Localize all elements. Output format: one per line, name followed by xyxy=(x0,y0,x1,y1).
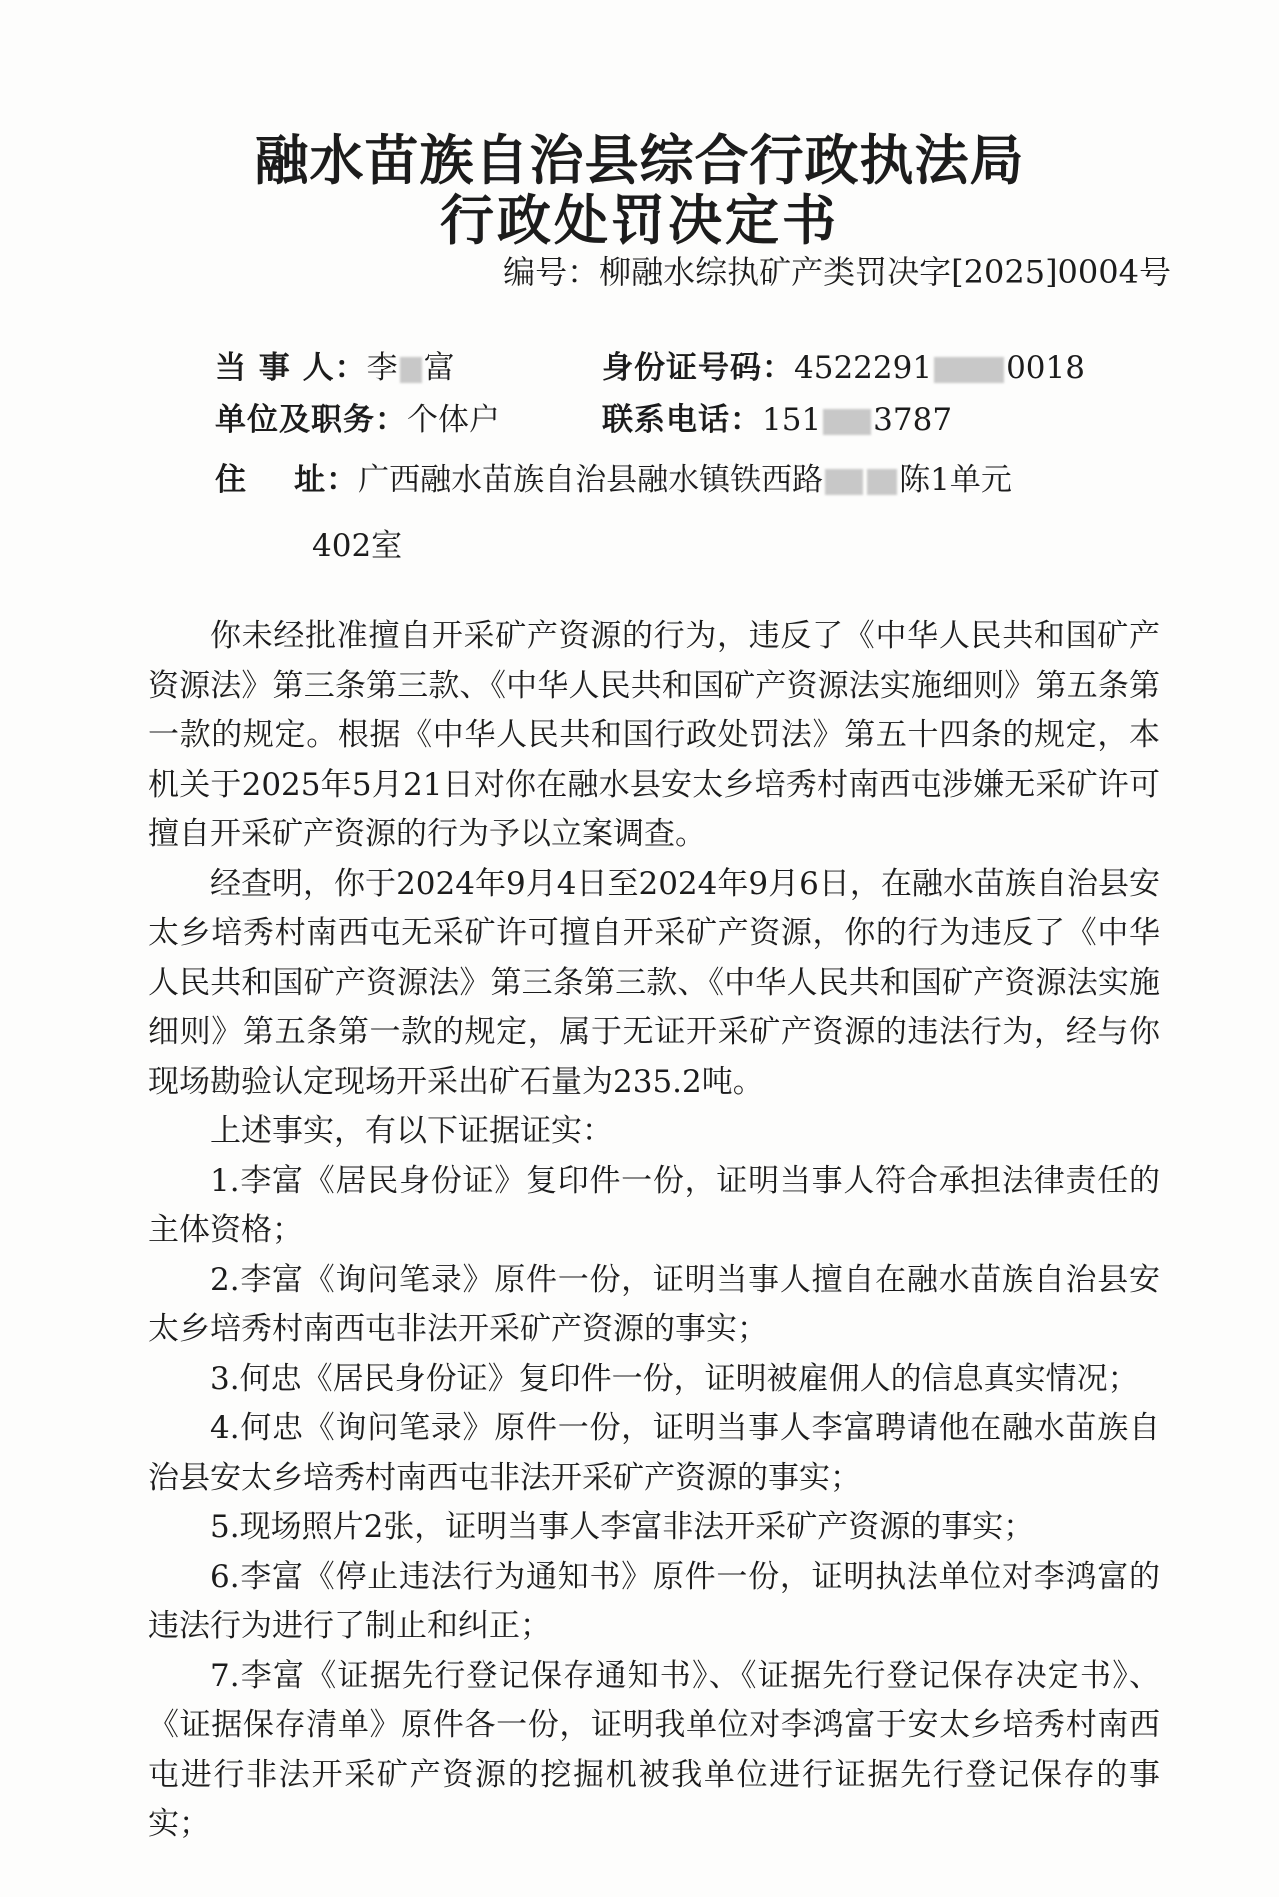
party-name-row xyxy=(215,346,455,390)
party-phone-suffix: 3787 xyxy=(873,402,953,438)
party-address-part1: 广西融水苗族自治县融水镇铁西路 xyxy=(358,462,824,498)
document-number: 编号：柳融水综执矿产类罚决字[2025]0004号 xyxy=(503,253,1171,291)
evidence-item-6: 6.李富《停止违法行为通知书》原件一份，证明执法单位对李鸿富的违法行为进行了制止和纠正； xyxy=(148,1558,1160,1644)
document-body xyxy=(148,612,1160,1850)
party-id-prefix: 4522291 xyxy=(794,350,933,386)
party-unit-label: 单位及职务： xyxy=(215,402,407,438)
evidence-item-7: 7.李富《证据先行登记保存通知书》、《证据先行登记保存决定书》、《证据保存清单》原件各一份，证明我单位对李鸿富于安太乡培秀村南西屯进行非法开采矿产资源的挖掘机被我单位进行证据先行登记保存的事实； xyxy=(148,1657,1160,1842)
redaction-mark xyxy=(823,409,871,435)
agency-title: 融水苗族自治县综合行政执法局 xyxy=(254,128,1025,192)
body-paragraph-1: 你未经批准擅自开采矿产资源的行为，违反了《中华人民共和国矿产资源法》第三条第三款、《中华人民共和国矿产资源法实施细则》第五条第一款的规定。根据《中华人民共和国行政处罚法》第五十四条的规定，本机关于2025年5月21日对你在融水县安太乡培秀村南西屯涉嫌无采矿许可擅自开采矿产资源的行为予以立案调查。 xyxy=(148,618,1160,852)
party-id-label: 身份证号码： xyxy=(602,350,794,386)
redaction-mark xyxy=(867,469,897,495)
redaction-mark xyxy=(934,357,1004,383)
party-name-suffix: 富 xyxy=(423,350,455,386)
party-phone-row xyxy=(602,398,952,442)
evidence-item-4: 4.何忠《询问笔录》原件一份，证明当事人李富聘请他在融水苗族自治县安太乡培秀村南西屯非法开采矿产资源的事实； xyxy=(148,1410,1160,1496)
evidence-item-3: 3.何忠《居民身份证》复印件一份，证明被雇佣人的信息真实情况； xyxy=(210,1360,1139,1397)
body-paragraph-2: 经查明，你于2024年9月4日至2024年9月6日，在融水苗族自治县安太乡培秀村南西屯无采矿许可擅自开采矿产资源，你的行为违反了《中华人民共和国矿产资源法》第三条第三款、《中华人民共和国矿产资源法实施细则》第五条第一款的规定，属于无证开采矿产资源的违法行为，经与你现场勘验认定现场开采出矿石量为235.2吨。 xyxy=(148,865,1160,1100)
party-address-part2: 陈1单元 xyxy=(899,462,1012,498)
evidence-item-1: 1.李富《居民身份证》复印件一份，证明当事人符合承担法律责任的主体资格； xyxy=(148,1162,1160,1248)
body-paragraph-3: 上述事实，有以下证据证实： xyxy=(210,1113,613,1149)
evidence-item-2: 2.李富《询问笔录》原件一份，证明当事人擅自在融水苗族自治县安太乡培秀村南西屯非法开采矿产资源的事实； xyxy=(148,1261,1160,1347)
party-phone-label: 联系电话： xyxy=(602,402,762,438)
party-unit-value: 个体户 xyxy=(407,402,500,438)
party-name-prefix: 李 xyxy=(366,350,398,386)
party-phone-prefix: 151 xyxy=(762,402,822,438)
evidence-item-5: 5.现场照片2张，证明当事人李富非法开采矿产资源的事实； xyxy=(210,1509,1035,1545)
document-type-title: 行政处罚决定书 xyxy=(440,188,839,252)
party-address-label: 住 址： xyxy=(215,462,359,498)
party-address-line2: 402室 xyxy=(312,528,403,564)
party-address-row xyxy=(215,458,1012,502)
party-name-label: 当 事 人： xyxy=(215,350,367,386)
redaction-mark xyxy=(400,357,422,383)
party-unit-row xyxy=(215,398,500,442)
party-id-row xyxy=(602,346,1085,390)
redaction-mark xyxy=(825,469,863,495)
party-id-suffix: 0018 xyxy=(1006,350,1085,386)
